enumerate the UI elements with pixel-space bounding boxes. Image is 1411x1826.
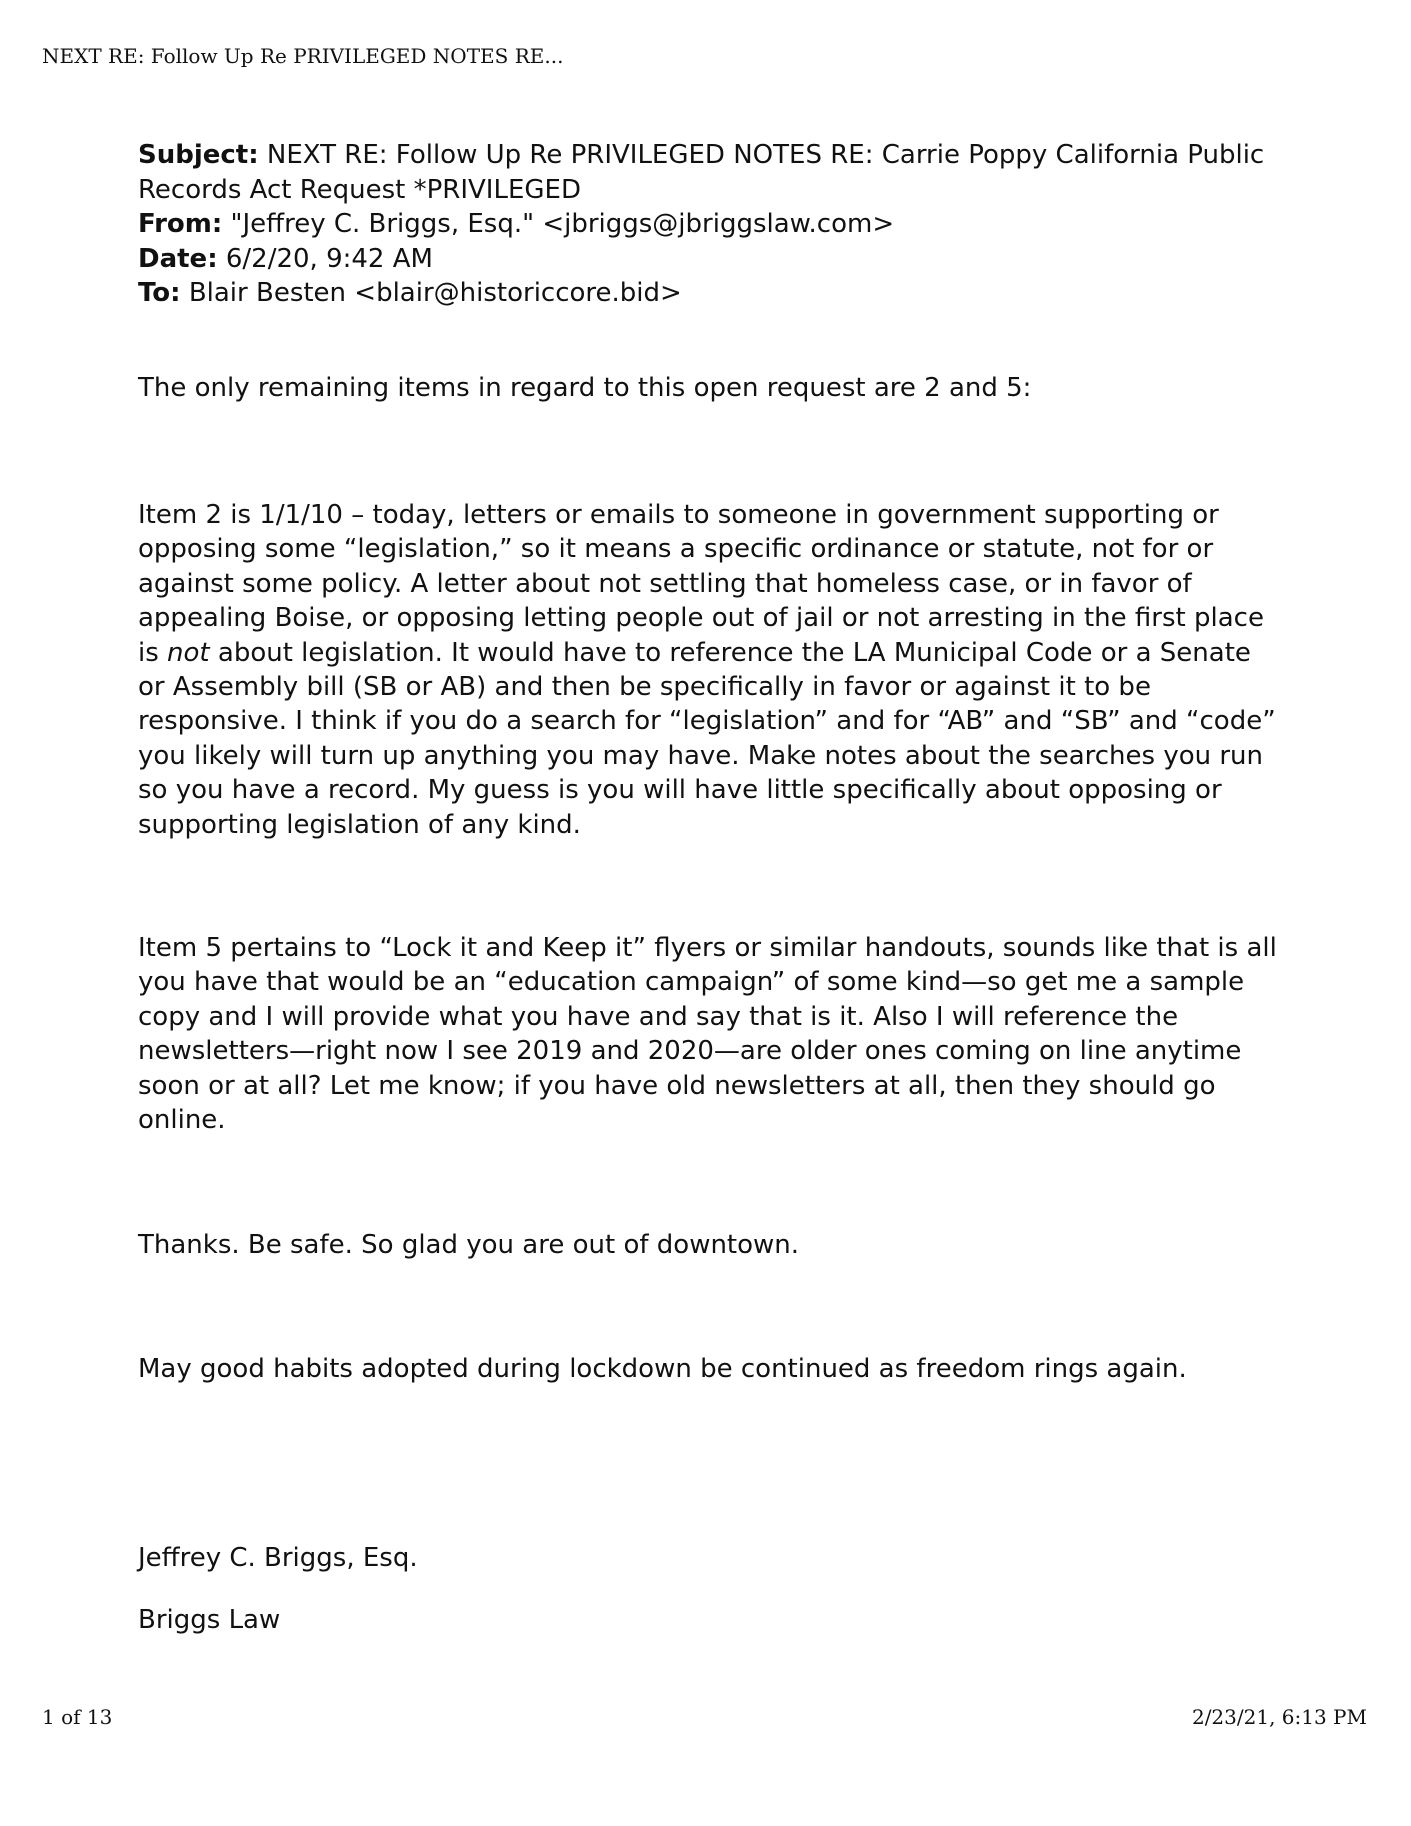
- signature-firm: Briggs Law: [138, 1605, 281, 1635]
- to-line: [138, 276, 1278, 311]
- page-number: 1 of 13: [42, 1705, 113, 1729]
- date-label: Date:: [138, 243, 218, 274]
- body-paragraph-closing: May good habits adopted during lockdown be continued as freedom rings again.: [138, 1354, 1187, 1384]
- print-timestamp: 2/23/21, 6:13 PM: [1191, 1705, 1367, 1729]
- body-paragraph-thanks: Thanks. Be safe. So glad you are out of downtown.: [138, 1230, 800, 1260]
- signature-name: Jeffrey C. Briggs, Esq.: [138, 1543, 418, 1573]
- to-value: Blair Besten <blair@historiccore.bid>: [188, 278, 682, 308]
- to-label: To:: [138, 278, 181, 308]
- item-2-text-end: about legislation. It would have to reference the LA Municipal Code or a Senate or Assembly bill (SB or AB) and then be specifically in favor or against it to be responsive. I think if you do a search for “legislation” and for “AB” and “SB” and “code” you likely will turn up anything you may have. Make notes about the searches you run so you have a record. My guess is you will have little specifically about opposing or supporting legislation of any kind.: [138, 637, 1276, 840]
- body-paragraph-item-2: [138, 498, 1278, 842]
- subject-value: NEXT RE: Follow Up Re PRIVILEGED NOTES RE: Carrie Poppy California Public Records Act Request *PRIVILEGED: [138, 140, 1265, 205]
- subject-line: [138, 138, 1278, 207]
- body-paragraph-item-5: Item 5 pertains to “Lock it and Keep it” flyers or similar handouts, sounds like that is all you have that would be an “education campaign” of some kind—so get me a sample copy and I will provide what you have and say that is it. Also I will reference the newsletters—right now I see 2019 and 2020—are older ones coming on line anytime soon or at all? Let me know; if you have old newsletters at all, then they should go online.: [138, 933, 1277, 1136]
- date-value: 6/2/20, 9:42 AM: [225, 243, 433, 274]
- date-line: [138, 242, 1278, 277]
- from-line: [138, 207, 1278, 242]
- from-label: From:: [138, 209, 223, 239]
- subject-label: Subject:: [138, 140, 259, 170]
- print-header-title: NEXT RE: Follow Up Re PRIVILEGED NOTES RE...: [42, 44, 564, 68]
- item-2-text-start: Item 2 is 1/1/10 – today, letters or emails to someone in government supporting or opposing some “legislation,” so it means a specific ordinance or statute, not for or against some policy. A letter about not settling that homeless case, or in favor of appealing Boise, or opposing letting people out of jail or not arresting in the first place is: [138, 500, 1264, 668]
- body-paragraph-intro: The only remaining items in regard to this open request are 2 and 5:: [138, 373, 1032, 403]
- email-headers: [138, 138, 1278, 311]
- from-value: "Jeffrey C. Briggs, Esq." <jbriggs@jbriggslaw.com>: [230, 209, 895, 239]
- item-2-emphasis: not: [167, 637, 210, 668]
